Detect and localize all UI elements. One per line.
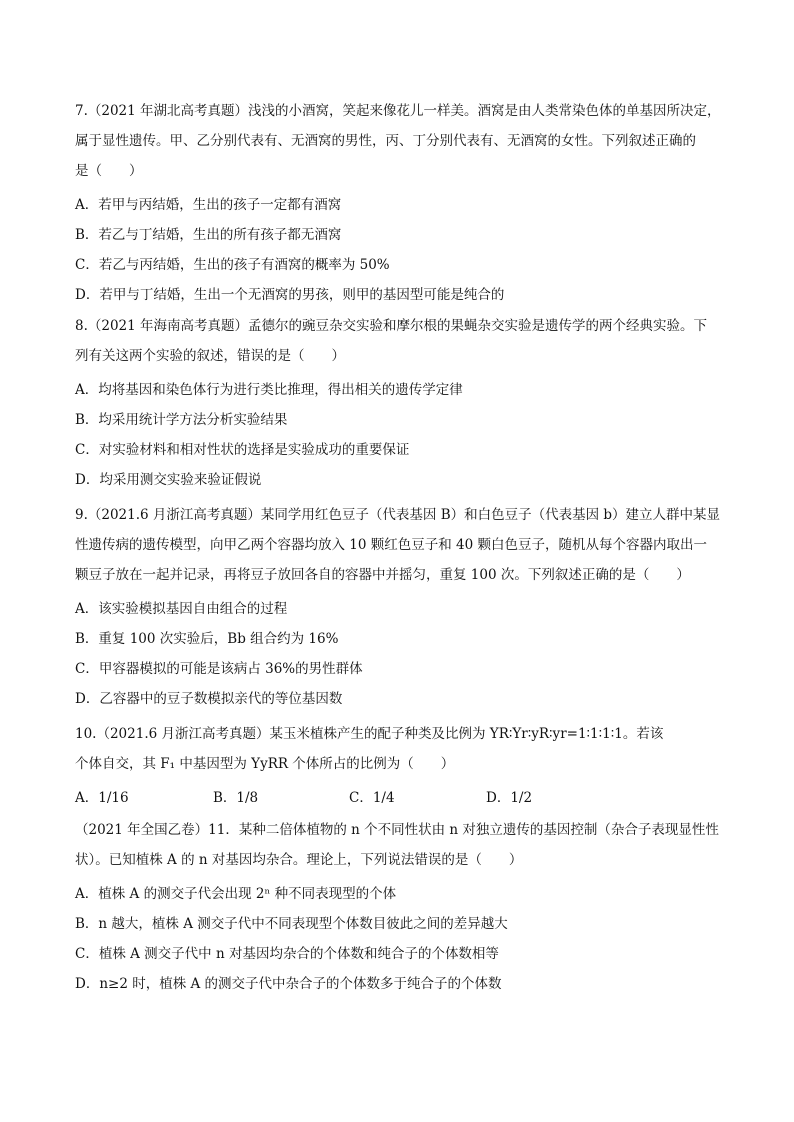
question-stem-line: 性遗传病的遗传模型，向甲乙两个容器均放入 10 颗红色豆子和 40 颗白色豆子，随机从每个容器内取出一 — [75, 537, 708, 553]
question-stem-line: 9.（2021.6 月浙江高考真题）某同学用红色豆子（代表基因 B）和白色豆子（代表基因 b）建立人群中某显 — [75, 507, 721, 523]
option-b: B．n 越大，植株 A 测交子代中不同表现型个体数目彼此之间的差异越大 — [75, 916, 508, 932]
option-d: D．1/2 — [486, 790, 533, 806]
question-stem-line: 列有关这两个实验的叙述，错误的是（ ） — [75, 348, 345, 364]
question-stem-line: 属于显性遗传。甲、乙分别代表有、无酒窝的男性，丙、丁分别代表有、无酒窝的女性。下列叙述正确的 — [75, 133, 696, 149]
option-d: D．均采用测交实验来验证假说 — [75, 472, 262, 488]
option-c: C．对实验材料和相对性状的选择是实验成功的重要保证 — [75, 442, 410, 458]
question-stem-line: （2021 年全国乙卷）11．某种二倍体植物的 n 个不同性状由 n 对独立遗传的基因控制（杂合子表现显性性 — [75, 822, 719, 838]
option-b: B．若乙与丁结婚，生出的所有孩子都无酒窝 — [75, 227, 342, 243]
option-c: C．甲容器模拟的可能是该病占 36%的男性群体 — [75, 661, 363, 677]
option-d: D．乙容器中的豆子数模拟亲代的等位基因数 — [75, 691, 343, 707]
question-stem-line: 7.（2021 年湖北高考真题）浅浅的小酒窝，笑起来像花儿一样美。酒窝是由人类常染色体的单基因所决定， — [75, 103, 721, 119]
option-a: A．植株 A 的测交子代会出现 2ⁿ 种不同表现型的个体 — [75, 886, 397, 902]
question-stem-line: 8.（2021 年海南高考真题）孟德尔的豌豆杂交实验和摩尔根的果蝇杂交实验是遗传学的两个经典实验。下 — [75, 318, 708, 334]
option-a: A．若甲与丙结婚，生出的孩子一定都有酒窝 — [75, 197, 342, 213]
question-stem-line: 是（ ） — [75, 163, 143, 179]
option-d: D．n≥2 时，植株 A 的测交子代中杂合子的个体数多于纯合子的个体数 — [75, 976, 502, 992]
option-b: B．均采用统计学方法分析实验结果 — [75, 412, 288, 428]
option-d: D．若甲与丁结婚，生出一个无酒窝的男孩，则甲的基因型可能是纯合的 — [75, 287, 505, 303]
option-c: C．若乙与丙结婚，生出的孩子有酒窝的概率为 50% — [75, 257, 390, 273]
option-c: C．植株 A 测交子代中 n 对基因均杂合的个体数和纯合子的个体数相等 — [75, 946, 499, 962]
option-b: B．1/8 — [213, 790, 259, 806]
question-stem-line: 颗豆子放在一起并记录，再将豆子放回各自的容器中并摇匀，重复 100 次。下列叙述正确的是（ ） — [75, 567, 690, 583]
question-stem-line: 10.（2021.6 月浙江高考真题）某玉米植株产生的配子种类及比例为 YR∶Yr∶yR∶yr=1∶1∶1∶1。若该 — [75, 726, 664, 742]
option-b: B．重复 100 次实验后，Bb 组合约为 16% — [75, 631, 339, 647]
option-a: A．1/16 — [75, 790, 129, 806]
question-stem-line: 状）。已知植株 A 的 n 对基因均杂合。理论上，下列说法错误的是（ ） — [75, 852, 523, 868]
question-stem-line: 个体自交，其 F₁ 中基因型为 YyRR 个体所占的比例为（ ） — [75, 756, 455, 772]
option-a: A．均将基因和染色体行为进行类比推理，得出相关的遗传学定律 — [75, 382, 463, 398]
option-c: C．1/4 — [349, 790, 395, 806]
option-a: A．该实验模拟基因自由组合的过程 — [75, 601, 288, 617]
